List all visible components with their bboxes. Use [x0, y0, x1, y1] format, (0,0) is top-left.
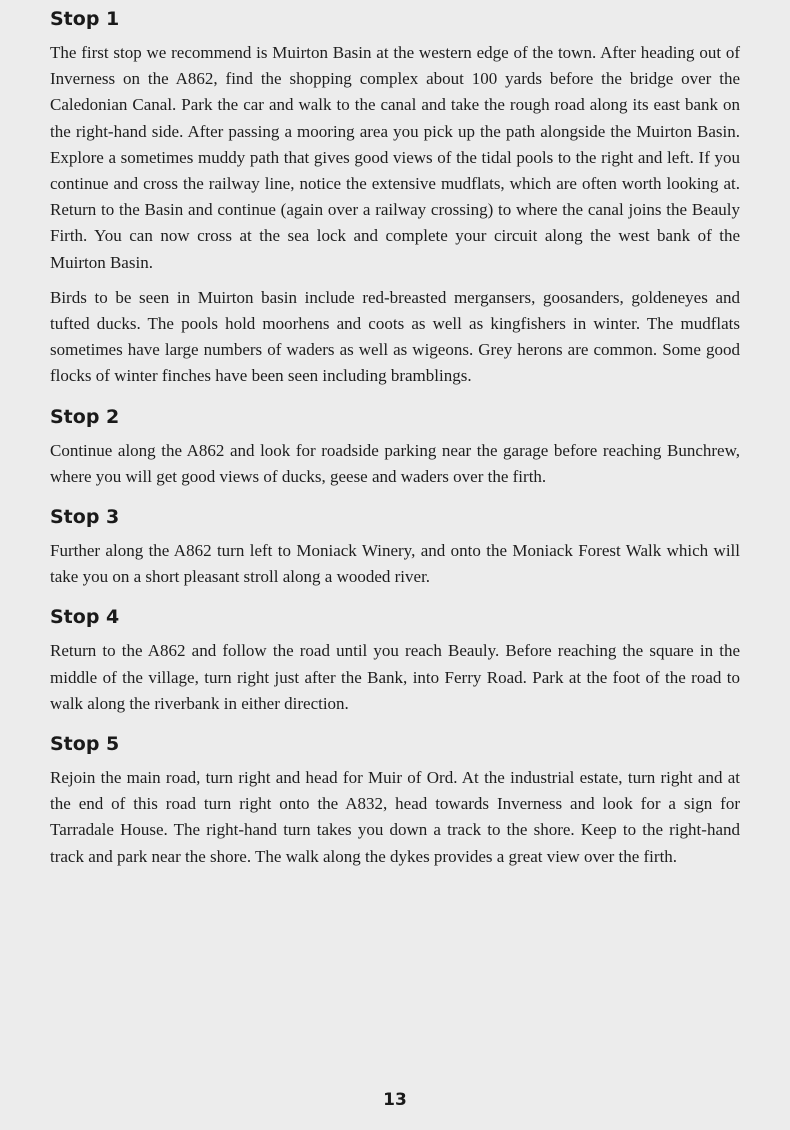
stop-1-section [50, 8, 740, 390]
stop-1-paragraph-2: Birds to be seen in Muirton basin include red-breasted mergansers, goosanders, goldeneyes and tufted ducks. The pools hold moorhens and coots as well as kingfishers in winter. The mudflats sometimes have large numbers of waders as well as wigeons. Grey herons are common. Some good flocks of winter finches have been seen including bramblings. [50, 287, 740, 386]
page-number: 13 [383, 1090, 407, 1110]
stop-2-paragraph-1: Continue along the A862 and look for roadside parking near the garage before reaching Bunchrew, where you will get good views of ducks, geese and waders over the firth. [50, 440, 740, 486]
section-spacer [50, 717, 740, 733]
stop-2-heading: Stop 2 [50, 405, 120, 428]
stop-3-paragraph-1: Further along the A862 turn left to Moniack Winery, and onto the Moniack Forest Walk which will take you on a short pleasant stroll along a wooded river. [50, 541, 740, 587]
stop-1-paragraph-1: The first stop we recommend is Muirton Basin at the western edge of the town. After heading out of Inverness on the A862, find the shopping complex about 100 yards before the bridge over the Caledonian Canal. Park the car and walk to the canal and take the rough road along its east bank on the right-hand side. After passing a mooring area you pick up the path alongside the Muirton Basin. Explore a sometimes muddy path that gives good views of the tidal pools to the right and left. If you continue and cross the railway line, notice the extensive mudflats, which are often worth looking at. Return to the Basin and continue (again over a railway crossing) to where the canal joins the Beauly Firth. You can now cross at the sea lock and complete your circuit along the west bank of the Muirton Basin. [50, 43, 740, 272]
stop-2-section [50, 406, 740, 490]
stop-4-paragraph-1: Return to the A862 and follow the road until you reach Beauly. Before reaching the square in the middle of the village, turn right just after the Bank, into Ferry Road. Park at the foot of the road to walk along the riverbank in either direction. [50, 641, 740, 713]
stop-4-section [50, 606, 740, 717]
section-spacer [50, 590, 740, 606]
stop-1-heading: Stop 1 [50, 8, 120, 30]
stop-3-heading: Stop 3 [50, 506, 120, 529]
stop-5-heading: Stop 5 [50, 733, 120, 756]
section-spacer [50, 390, 740, 406]
stop-5-paragraph-1: Rejoin the main road, turn right and head for Muir of Ord. At the industrial estate, turn right and at the end of this road turn right onto the A832, head towards Inverness and look for a sign for Tarradale House. The right-hand turn takes you down a track to the shore. Keep to the right-hand track and park near the shore. The walk along the dykes provides a great view over the firth. [50, 768, 740, 866]
stop-4-heading: Stop 4 [50, 606, 120, 629]
section-spacer [50, 490, 740, 506]
stop-3-section [50, 506, 740, 590]
stop-5-section [50, 733, 740, 870]
